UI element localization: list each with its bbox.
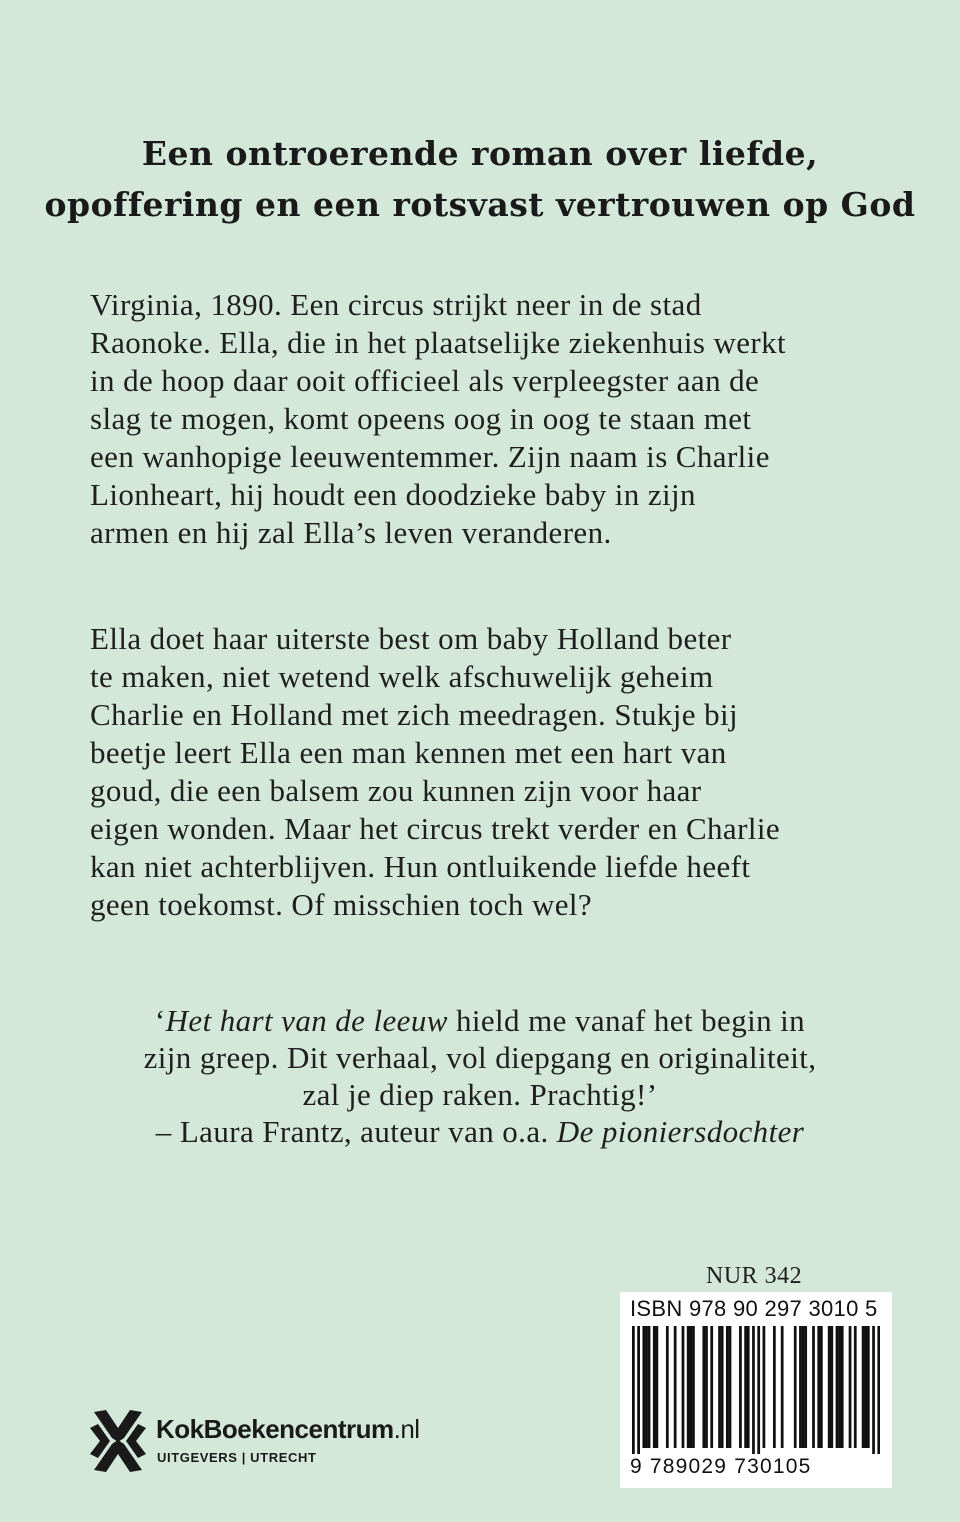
barcode-bar bbox=[653, 1326, 656, 1448]
tagline bbox=[0, 128, 960, 230]
barcode-bar bbox=[729, 1326, 732, 1448]
barcode-bar bbox=[655, 1326, 658, 1448]
barcode-bar bbox=[804, 1326, 807, 1448]
barcode-bar bbox=[689, 1326, 692, 1448]
publisher-logo bbox=[88, 1406, 448, 1486]
tagline-line-1: Een ontroerende roman over liefde, bbox=[141, 134, 819, 173]
quote-attribution bbox=[80, 1113, 880, 1150]
barcode-bar bbox=[752, 1326, 755, 1454]
text-line: kan niet achterblijven. Hun ontluikende liefde heeft bbox=[90, 849, 751, 884]
publisher-name bbox=[156, 1414, 420, 1444]
barcode-bar bbox=[645, 1326, 648, 1448]
blurb-paragraph-2 bbox=[90, 620, 920, 924]
barcode-bar bbox=[744, 1326, 747, 1448]
barcode-bar bbox=[718, 1326, 721, 1448]
barcode-bar bbox=[862, 1326, 865, 1448]
barcode-bar bbox=[817, 1326, 820, 1448]
barcode-bars bbox=[632, 1326, 880, 1454]
quote-line-2: zijn greep. Dit verhaal, vol diepgang en originaliteit, bbox=[143, 1040, 817, 1075]
text-line: Virginia, 1890. Een circus strijkt neer in de stad bbox=[90, 287, 702, 322]
barcode-bar bbox=[838, 1326, 841, 1448]
text-line: Ella doet haar uiterste best om baby Holland beter bbox=[90, 621, 732, 656]
barcode-bar bbox=[702, 1326, 705, 1448]
barcode-bar bbox=[648, 1326, 651, 1448]
quote-line-1 bbox=[80, 1002, 880, 1039]
text-line: goud, die een balsem zou kunnen zijn voor haar bbox=[90, 773, 702, 808]
tagline-line-2: opoffering en een rotsvast vertrouwen op God bbox=[44, 185, 916, 224]
quote-line-1-rest: hield me vanaf het begin in bbox=[447, 1003, 806, 1038]
text-line: Lionheart, hij houdt een doodzieke baby in zijn bbox=[90, 477, 696, 512]
quote-open-mark: ‘ bbox=[154, 1003, 166, 1038]
barcode-bar bbox=[802, 1326, 805, 1448]
barcode-bar bbox=[872, 1326, 875, 1454]
barcode-bar bbox=[710, 1326, 713, 1448]
barcode-bar bbox=[841, 1326, 844, 1448]
barcode-bar bbox=[877, 1326, 880, 1454]
text-line: te maken, niet wetend welk afschuwelijk geheim bbox=[90, 659, 714, 694]
quoted-book-title: Het hart van de leeuw bbox=[165, 1003, 448, 1038]
publisher-tld: .nl bbox=[393, 1414, 420, 1444]
barcode-bar bbox=[867, 1326, 870, 1448]
attribution-author: – Laura Frantz, auteur van o.a. bbox=[155, 1114, 557, 1149]
publisher-name-text: KokBoekencentrum bbox=[156, 1414, 394, 1444]
barcode-bar bbox=[687, 1326, 690, 1448]
blurb-paragraph-1 bbox=[90, 286, 920, 552]
barcode-bar bbox=[854, 1326, 857, 1448]
barcode-bar bbox=[849, 1326, 852, 1448]
barcode-bar bbox=[773, 1326, 776, 1448]
barcode-bar bbox=[828, 1326, 831, 1448]
barcode-bar bbox=[739, 1326, 742, 1448]
barcode-bar bbox=[799, 1326, 802, 1448]
barcode-bar bbox=[637, 1326, 640, 1454]
isbn-label: ISBN 978 90 297 3010 5 bbox=[630, 1296, 878, 1321]
barcode-bar bbox=[830, 1326, 833, 1448]
barcode-bar bbox=[674, 1326, 677, 1448]
text-line: in de hoop daar ooit officieel als verpleegster aan de bbox=[90, 363, 760, 398]
barcode-bar bbox=[747, 1326, 750, 1448]
quote-line-3: zal je diep raken. Prachtig!’ bbox=[302, 1077, 658, 1112]
nur-code: NUR 342 bbox=[706, 1263, 803, 1289]
text-line: beetje leert Ella een man kennen met een hart van bbox=[90, 735, 727, 770]
barcode-bar bbox=[794, 1326, 797, 1448]
review-quote bbox=[80, 1002, 880, 1150]
barcode-bar bbox=[836, 1326, 839, 1448]
barcode-bar bbox=[757, 1326, 760, 1454]
barcode-bar bbox=[692, 1326, 695, 1448]
attribution-book-title: De pioniersdochter bbox=[556, 1114, 805, 1149]
text-line: slag te mogen, komt opeens oog in oog te staan met bbox=[90, 401, 752, 436]
barcode-bar bbox=[763, 1326, 766, 1448]
text-line: eigen wonden. Maar het circus trekt verder en Charlie bbox=[90, 811, 781, 846]
barcode-bar bbox=[642, 1326, 645, 1448]
barcode-bar bbox=[682, 1326, 685, 1448]
barcode-bar bbox=[666, 1326, 669, 1448]
barcode-bar bbox=[721, 1326, 724, 1448]
text-line: geen toekomst. Of misschien toch wel? bbox=[90, 887, 593, 922]
text-line: een wanhopige leeuwentemmer. Zijn naam is Charlie bbox=[90, 439, 770, 474]
barcode-bar bbox=[781, 1326, 784, 1448]
barcode-bar bbox=[726, 1326, 729, 1448]
barcode-bar bbox=[864, 1326, 867, 1448]
text-line: armen en hij zal Ella’s leven veranderen. bbox=[90, 515, 612, 550]
publisher-logo-icon bbox=[88, 1408, 148, 1474]
barcode-bar bbox=[705, 1326, 708, 1448]
text-line: Charlie en Holland met zich meedragen. Stukje bij bbox=[90, 697, 739, 732]
barcode-bar bbox=[820, 1326, 823, 1448]
barcode-bar bbox=[812, 1326, 815, 1448]
ean-digits: 9 789029 730105 bbox=[630, 1455, 812, 1478]
text-line: Raonoke. Ella, die in het plaatselijke ziekenhuis werkt bbox=[90, 325, 787, 360]
barcode-bar bbox=[632, 1326, 635, 1454]
publisher-subtitle: UITGEVERS | UTRECHT bbox=[157, 1450, 317, 1465]
isbn-barcode bbox=[620, 1292, 892, 1488]
